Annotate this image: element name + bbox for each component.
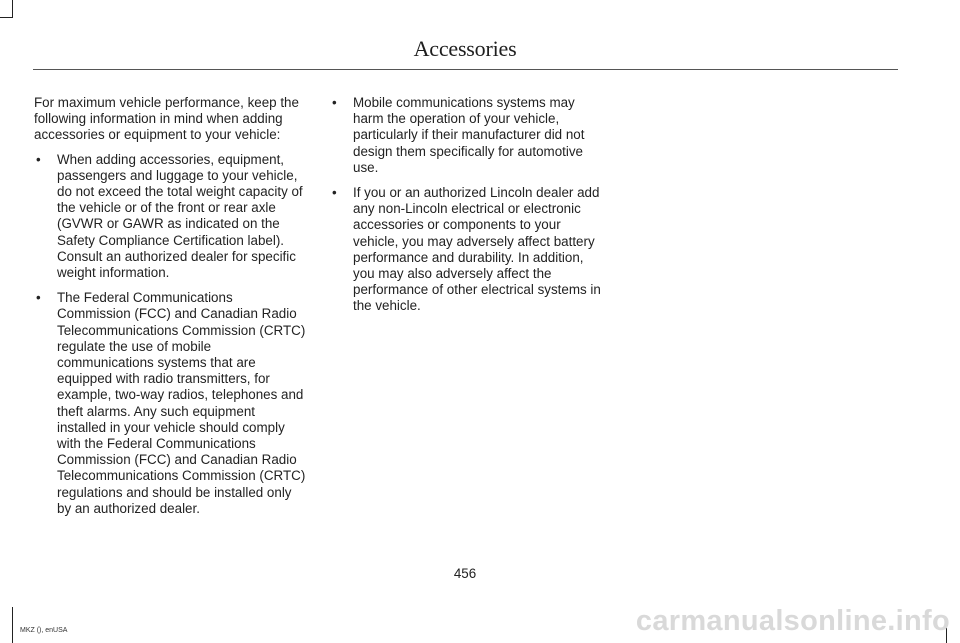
- crop-mark-top-left-vertical: [12, 0, 13, 18]
- bullet-item: [330, 185, 602, 315]
- watermark-logo: carmanualsonline.info: [635, 605, 950, 637]
- bullet-mark: •: [332, 185, 337, 201]
- intro-paragraph: For maximum vehicle performance, keep the following information in mind when adding accessories or equipment to your vehicle:: [34, 95, 299, 143]
- bullet-list-left: [34, 152, 306, 517]
- bullet-mark: •: [36, 290, 41, 306]
- bullet-item: [34, 152, 306, 282]
- crop-mark-bottom-left-vertical: [12, 607, 13, 643]
- crop-mark-top-left-horizontal: [0, 17, 13, 18]
- bullet-mark: •: [332, 95, 337, 110]
- bullet-item: [330, 95, 602, 176]
- right-column: [330, 95, 602, 324]
- bullet-text: The Federal Communications Commission (FCC) and Canadian Radio Telecommunications Commission (CRTC) regulate the use of mobile communications systems that are equipped with radio transmitters, for example, two-way radios, telephones and theft alarms. Any such equipment installed in your vehicle should comply with the Federal Communications Commission (FCC) and Canadian Radio Telecommunications Commission (CRTC) regulations and should be installed only by an authorized dealer.: [57, 290, 306, 516]
- bullet-list-right: [330, 95, 602, 315]
- page-title: Accessories: [413, 36, 517, 61]
- document-code: MKZ (), enUSA: [20, 627, 68, 634]
- title-rule: [33, 69, 898, 70]
- bullet-text: When adding accessories, equipment, passengers and luggage to your vehicle, do not exceed the total weight capacity of the vehicle or of the front or rear axle (GVWR or GAWR as indicated on the Safety Compliance Certification label). Consult an authorized dealer for specific weight information.: [57, 151, 303, 281]
- bullet-text: Mobile communications systems may harm the operation of your vehicle, particularly if their manufacturer did not design them specifically for automotive use.: [353, 95, 585, 175]
- left-column: [34, 95, 306, 526]
- bullet-text: If you or an authorized Lincoln dealer add any non-Lincoln electrical or electronic accessories or components to your vehicle, you may adversely affect battery performance and durability. In addition, you may also adversely affect the performance of other electrical systems in the vehicle.: [353, 185, 601, 314]
- page-number: 456: [453, 566, 477, 581]
- bullet-mark: •: [36, 151, 41, 167]
- bullet-item: [34, 290, 306, 517]
